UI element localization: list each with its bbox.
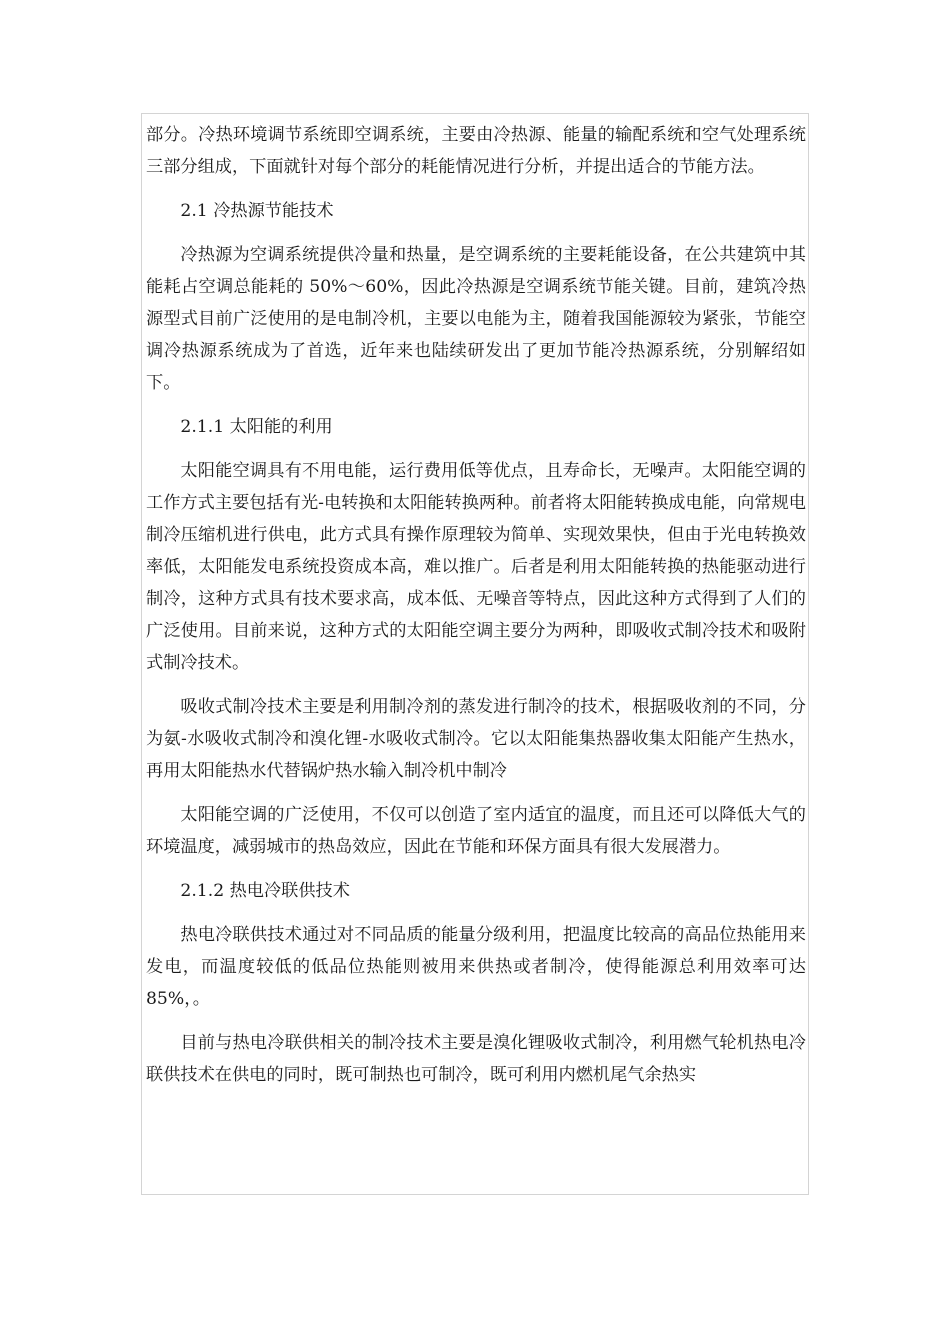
heading-2-1-1: 2.1.1 太阳能的利用 [180,417,333,437]
paragraph-solar-benefits: 太阳能空调的广泛使用，不仅可以创造了室内适宜的温度，而且还可以降低大气的环境温度，减弱城市的热岛效应，因此在节能和环保方面具有很大发展潜力。 [146,805,806,857]
document-body [146,119,806,1103]
heading-2-1-2: 2.1.2 热电冷联供技术 [180,881,350,901]
paragraph-absorption-cooling: 吸收式制冷技术主要是利用制冷剂的蒸发进行制冷的技术，根据吸收剂的不同，分为氨-水吸收式制冷和溴化锂-水吸收式制冷。它以太阳能集热器收集太阳能产生热水，再用太阳能热水代替锅炉热水输入制冷机中制冷 [146,697,806,781]
paragraph-intro-continuation: 部分。冷热环境调节系统即空调系统，主要由冷热源、能量的输配系统和空气处理系统三部分组成，下面就针对每个部分的耗能情况进行分析，并提出适合的节能方法。 [146,125,806,177]
paragraph-cchp-cooling: 目前与热电冷联供相关的制冷技术主要是溴化锂吸收式制冷，利用燃气轮机热电冷联供技术在供电的同时，既可制热也可制冷，既可利用内燃机尾气余热实 [146,1033,806,1085]
paragraph-cchp: 热电冷联供技术通过对不同品质的能量分级利用，把温度比较高的高品位热能用来发电，而温度较低的低品位热能则被用来供热或者制冷，使得能源总利用效率可达 85%，。 [146,925,806,1009]
page-frame [141,113,809,1195]
paragraph-solar-ac: 太阳能空调具有不用电能，运行费用低等优点，且寿命长，无噪声。太阳能空调的工作方式主要包括有光-电转换和太阳能转换两种。前者将太阳能转换成电能，向常规电制冷压缩机进行供电，此方式具有操作原理较为简单、实现效果快，但由于光电转换效率低，太阳能发电系统投资成本高，难以推广。后者是利用太阳能转换的热能驱动进行制冷，这种方式具有技术要求高，成本低、无噪音等特点，因此这种方式得到了人们的广泛使用。目前来说，这种方式的太阳能空调主要分为两种，即吸收式制冷技术和吸附式制冷技术。 [146,461,806,673]
heading-2-1: 2.1 冷热源节能技术 [180,201,334,221]
paragraph-cold-heat-source: 冷热源为空调系统提供冷量和热量，是空调系统的主要耗能设备，在公共建筑中其能耗占空调总能耗的 50%～60%，因此冷热源是空调系统节能关键。目前，建筑冷热源型式目前广泛使用的是电制冷机，主要以电能为主，随着我国能源较为紧张，节能空调冷热源系统成为了首选，近年来也陆续研发出了更加节能冷热源系统，分别解绍如下。 [146,245,806,393]
